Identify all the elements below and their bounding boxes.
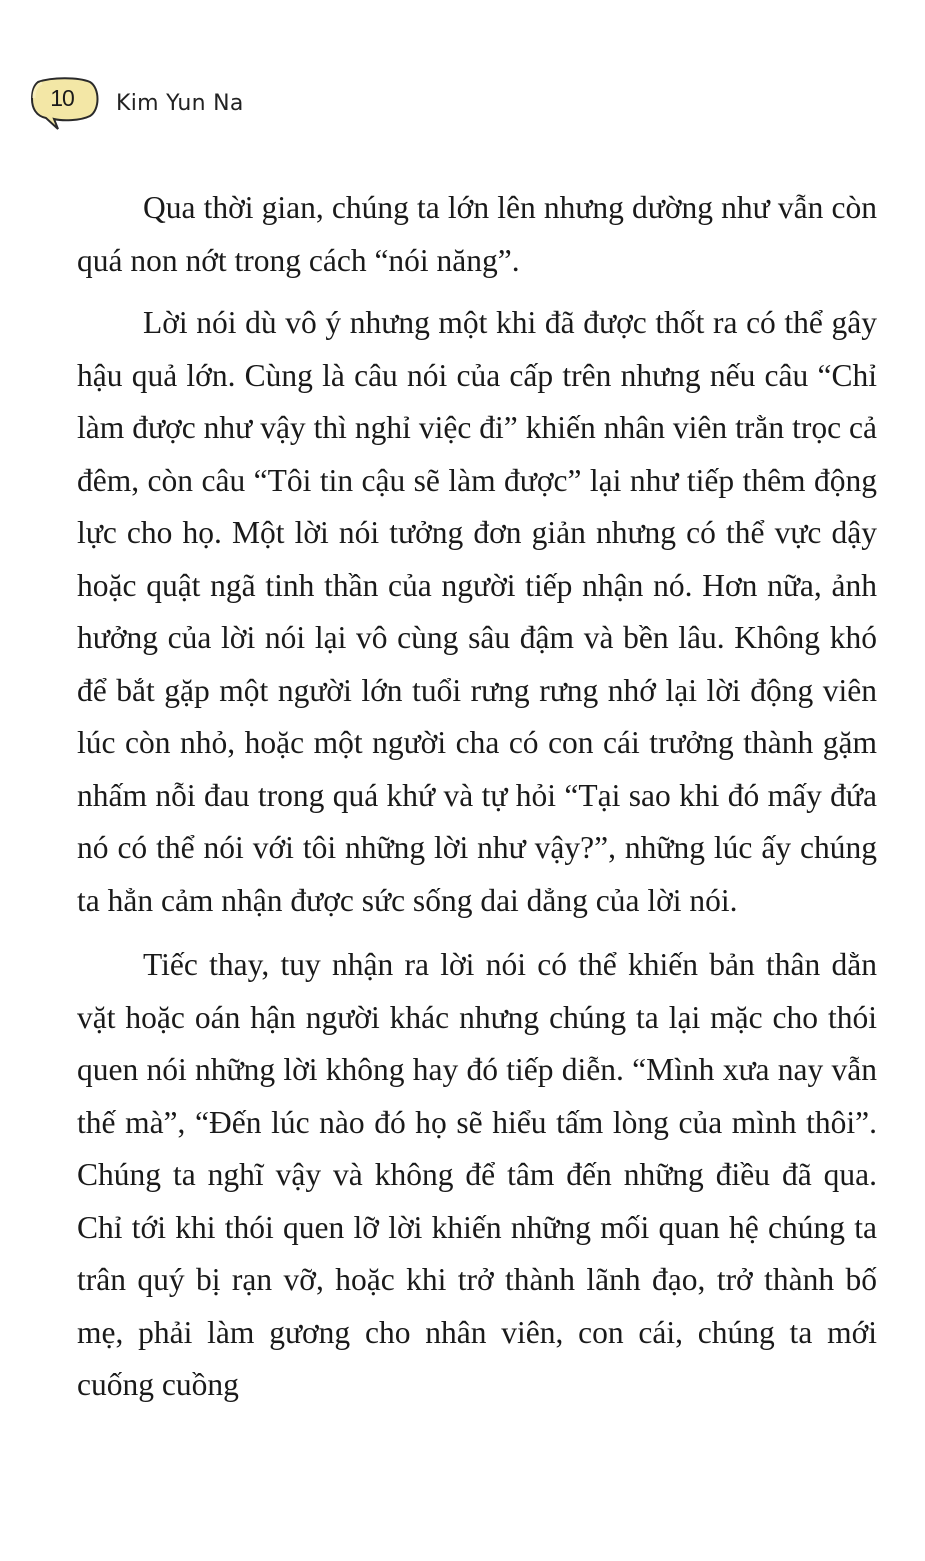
paragraph: Qua thời gian, chúng ta lớn lên nhưng dường như vẫn còn quá non nớt trong cách “nói năng”. bbox=[77, 190, 877, 278]
running-header bbox=[28, 74, 244, 134]
body-text bbox=[77, 182, 877, 1412]
page-number: 10 bbox=[50, 85, 74, 111]
paragraph: Tiếc thay, tuy nhận ra lời nói có thể khiến bản thân dằn vặt hoặc oán hận người khác nhưng chúng ta lại mặc cho thói quen nói những lời không hay đó tiếp diễn. “Mình xưa nay vẫn thế mà”, “Đến lúc nào đó họ sẽ hiểu tấm lòng của mình thôi”. Chúng ta nghĩ vậy và không để tâm đến những điều đã qua. Chỉ tới khi thói quen lỡ lời khiến những mối quan hệ chúng ta trân quý bị rạn vỡ, hoặc khi trở thành lãnh đạo, trở thành bố mẹ, phải làm gương cho nhân viên, con cái, chúng ta mới cuống cuồng bbox=[77, 947, 877, 1402]
paragraph: Lời nói dù vô ý nhưng một khi đã được thốt ra có thể gây hậu quả lớn. Cùng là câu nói của cấp trên nhưng nếu câu “Chỉ làm được như vậy thì nghỉ việc đi” khiến nhân viên trằn trọc cả đêm, còn câu “Tôi tin cậu sẽ làm được” lại như tiếp thêm động lực cho họ. Một lời nói tưởng đơn giản nhưng có thể vực dậy hoặc quật ngã tinh thần của người tiếp nhận nó. Hơn nữa, ảnh hưởng của lời nói lại vô cùng sâu đậm và bền lâu. Không khó để bắt gặp một người lớn tuổi rưng rưng nhớ lại lời động viên lúc còn nhỏ, hoặc một người cha có con cái trưởng thành gặm nhấm nỗi đau trong quá khứ và tự hỏi “Tại sao khi đó mấy đứa nó có thể nói với tôi những lời như vậy?”, những lúc ấy chúng ta hẳn cảm nhận được sức sống dai dẳng của lời nói. bbox=[77, 305, 877, 918]
author-name: Kim Yun Na bbox=[116, 90, 244, 116]
page-number-badge bbox=[28, 76, 102, 132]
